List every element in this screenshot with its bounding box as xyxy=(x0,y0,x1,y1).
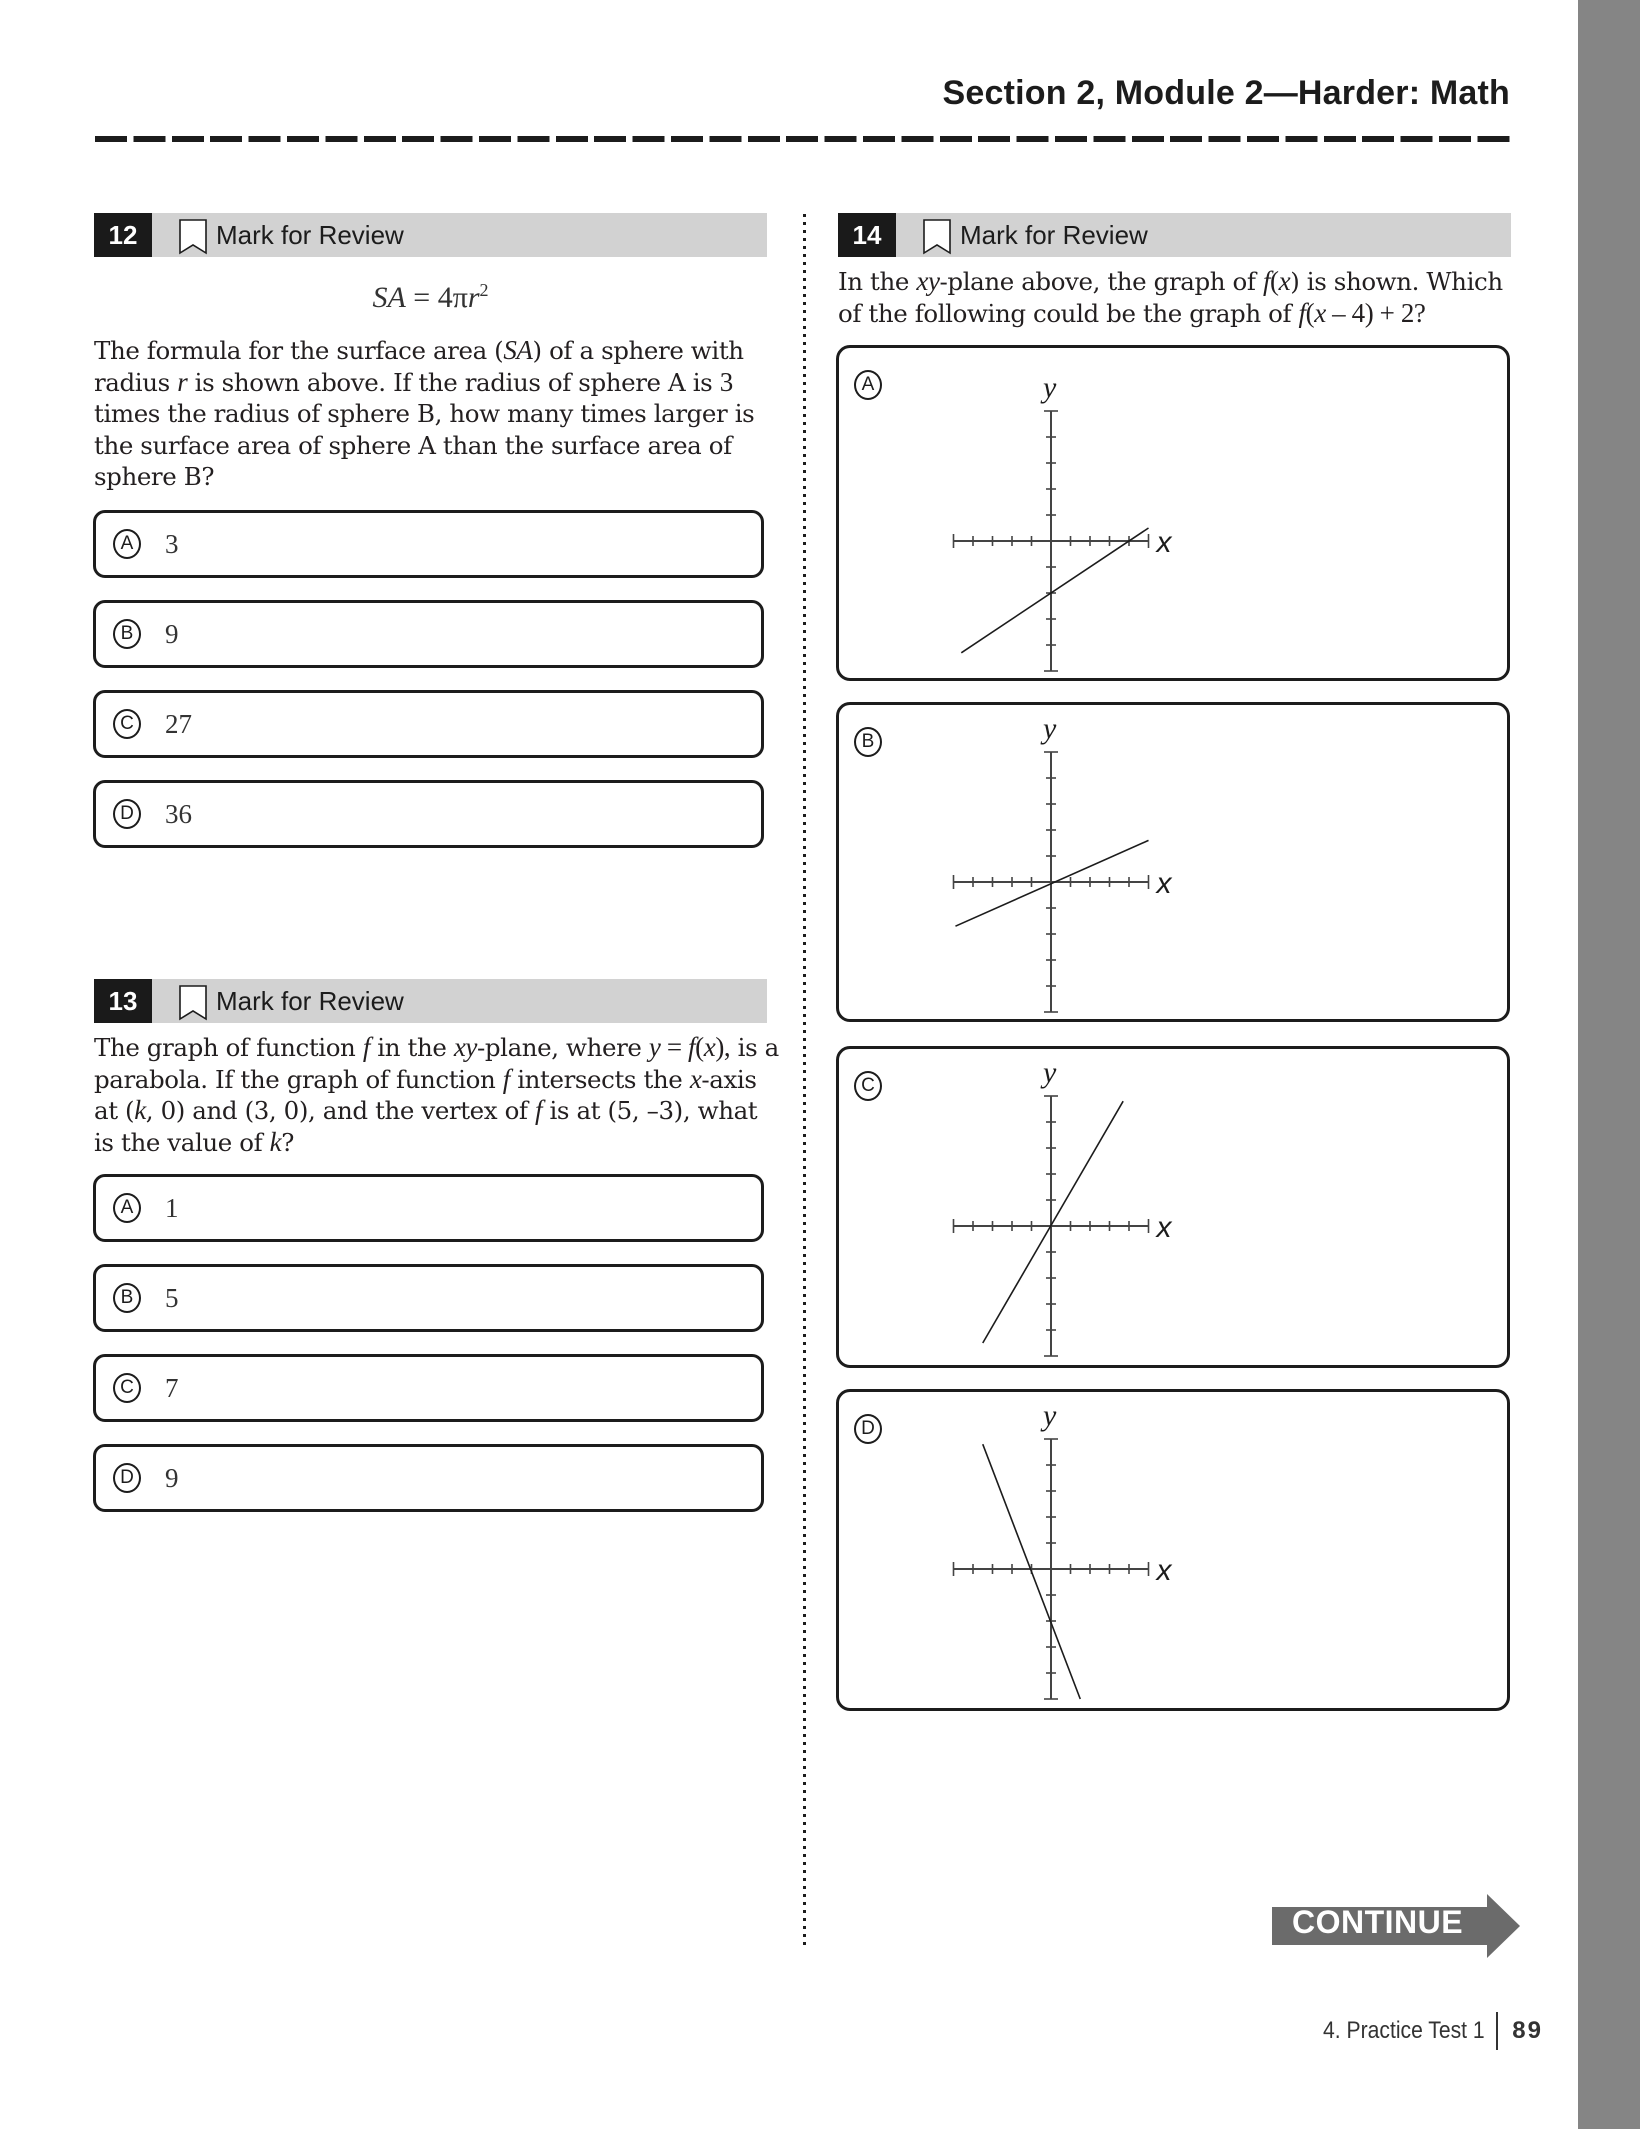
page-number: 89 xyxy=(1512,2017,1543,2044)
stem-text: ( xyxy=(695,1032,704,1062)
q14-choice-d[interactable] xyxy=(836,1389,1510,1711)
choice-letter-d: D xyxy=(113,799,141,829)
x-axis-label: x xyxy=(1156,1554,1172,1587)
mark-for-review-label[interactable]: Mark for Review xyxy=(216,219,404,250)
question-12-stem xyxy=(94,335,774,493)
bookmark-icon[interactable] xyxy=(922,218,952,256)
mark-for-review-label[interactable]: Mark for Review xyxy=(960,219,1148,250)
y-axis-label: y xyxy=(1043,1056,1057,1089)
stem-text: intersects the xyxy=(509,1064,690,1094)
stem-var: f xyxy=(534,1095,543,1125)
q13-choice-c[interactable] xyxy=(93,1354,764,1422)
stem-text: in the xyxy=(369,1033,454,1062)
coordinate-plane xyxy=(839,1049,1507,1365)
choice-value: 27 xyxy=(165,708,192,739)
q12-choice-d[interactable] xyxy=(93,780,764,848)
question-12-header xyxy=(94,213,767,257)
x-axis-label: x xyxy=(1156,526,1172,559)
question-13-header xyxy=(94,979,767,1023)
stem-text: ? xyxy=(281,1127,295,1157)
stem-text: is shown above. If the radius of sphere A is xyxy=(187,367,720,397)
coordinate-plane xyxy=(839,705,1507,1019)
stem-text: , 0) and (3, 0), and the vertex of xyxy=(145,1096,535,1125)
y-axis-label: y xyxy=(1043,1399,1057,1432)
footer-separator xyxy=(1496,2012,1498,2050)
y-axis-label: y xyxy=(1043,371,1057,404)
stem-var: x xyxy=(689,1063,702,1094)
stem-text: -plane above, the graph of xyxy=(939,267,1263,296)
choice-letter-d: D xyxy=(113,1463,141,1493)
surface-area-formula: SA = $4\pi r^2$ xyxy=(372,280,489,314)
stem-var: k xyxy=(134,1095,146,1125)
stem-var: f xyxy=(1298,297,1306,328)
choice-value: 9 xyxy=(165,1462,179,1493)
column-divider xyxy=(803,214,806,1950)
choice-letter-a: A xyxy=(854,370,882,400)
question-14-stem xyxy=(838,266,1528,329)
function-line xyxy=(983,1101,1123,1343)
x-axis-label: x xyxy=(1156,867,1172,900)
coordinate-plane xyxy=(839,348,1507,678)
question-number: 14 xyxy=(838,213,896,257)
stem-var: xy xyxy=(916,266,940,296)
choice-value: 7 xyxy=(165,1372,179,1403)
choice-letter-b: B xyxy=(113,619,141,649)
choice-letter-c: C xyxy=(113,1373,141,1403)
stem-var: x xyxy=(1314,297,1326,328)
stem-text: The graph of function xyxy=(94,1033,363,1062)
stem-text: is at (5, –3), xyxy=(542,1096,691,1125)
stem-text: ( xyxy=(1305,297,1315,328)
q12-choice-a[interactable] xyxy=(93,510,764,578)
q13-choice-d[interactable] xyxy=(93,1444,764,1512)
choice-letter-a: A xyxy=(113,529,141,559)
stem-text: ) is shown. Which xyxy=(1290,267,1503,296)
continue-button[interactable] xyxy=(1270,1894,1520,1958)
choice-value: 36 xyxy=(165,798,192,829)
stem-text: what is the value of xyxy=(94,1096,758,1157)
stem-text: ( xyxy=(1270,266,1279,296)
bookmark-icon[interactable] xyxy=(178,218,208,256)
stem-var: f xyxy=(1262,266,1271,296)
stem-var: f xyxy=(362,1032,370,1062)
q14-choice-c[interactable] xyxy=(836,1046,1510,1368)
stem-text: of the following could be the graph of xyxy=(838,298,1299,328)
stem-var: f xyxy=(502,1063,510,1094)
formula-coefficient: 4π xyxy=(437,281,468,314)
q14-choice-b[interactable] xyxy=(836,702,1510,1022)
function-line xyxy=(983,1444,1081,1699)
q14-choice-a[interactable] xyxy=(836,345,1510,681)
choice-value: 1 xyxy=(165,1192,179,1223)
bookmark-icon[interactable] xyxy=(178,984,208,1022)
q12-choice-c[interactable] xyxy=(93,690,764,758)
question-14-header xyxy=(838,213,1511,257)
stem-text: In the xyxy=(838,267,917,296)
stem-number: 3 xyxy=(719,366,733,397)
page-edge-strip xyxy=(1578,0,1640,2129)
question-number: 13 xyxy=(94,979,152,1023)
y-axis-label: y xyxy=(1043,712,1057,745)
stem-var: xy xyxy=(453,1032,477,1062)
choice-letter-d: D xyxy=(854,1414,882,1444)
section-title: Section 2, Module 2—Harder: Math xyxy=(942,74,1510,112)
formula-exponent: 2 xyxy=(479,280,489,300)
stem-var: f xyxy=(688,1032,696,1062)
choice-letter-b: B xyxy=(854,727,882,757)
choice-letter-c: C xyxy=(854,1071,882,1101)
x-axis-label: x xyxy=(1156,1211,1172,1244)
stem-var: r xyxy=(177,366,188,397)
stem-var: x xyxy=(1278,266,1291,296)
choice-letter-a: A xyxy=(113,1193,141,1223)
stem-var: y xyxy=(648,1032,661,1062)
q13-choice-a[interactable] xyxy=(93,1174,764,1242)
stem-text: – 4) + 2? xyxy=(1325,297,1426,328)
stem-text: ), xyxy=(715,1032,731,1062)
stem-var: x xyxy=(703,1032,716,1062)
stem-text: -plane, where xyxy=(477,1033,649,1062)
choice-value: 9 xyxy=(165,618,179,649)
stem-text: The formula for the surface area ( xyxy=(94,336,504,365)
stem-var: k xyxy=(269,1126,282,1157)
stem-text: ) of a sphere with radius xyxy=(94,336,744,397)
stem-text: times the radius of sphere B, how many times larger is the surface area of sphere A than the surface area of sphere B? xyxy=(94,399,755,491)
stem-var: SA xyxy=(503,335,533,365)
stem-text: is a parabola. If the graph of function xyxy=(94,1033,779,1094)
question-13-stem xyxy=(94,1032,784,1158)
choice-value: 3 xyxy=(165,528,179,559)
choice-value: 5 xyxy=(165,1282,179,1313)
continue-label: CONTINUE xyxy=(1292,1904,1464,1940)
formula-lhs: SA xyxy=(372,281,406,314)
q13-choice-b[interactable] xyxy=(93,1264,764,1332)
choice-letter-b: B xyxy=(113,1283,141,1313)
stem-text: = xyxy=(660,1032,689,1062)
formula-variable: r xyxy=(467,281,480,314)
stem-text: -axis at ( xyxy=(94,1064,757,1125)
q12-choice-b[interactable] xyxy=(93,600,764,668)
function-line xyxy=(961,528,1148,653)
question-number: 12 xyxy=(94,213,152,257)
mark-for-review-label[interactable]: Mark for Review xyxy=(216,985,404,1016)
footer-chapter: 4. Practice Test 1 xyxy=(1322,2017,1485,2044)
page-footer xyxy=(1301,2012,1543,2050)
choice-letter-c: C xyxy=(113,709,141,739)
header-dashed-rule xyxy=(95,136,1510,142)
coordinate-plane xyxy=(839,1392,1507,1708)
